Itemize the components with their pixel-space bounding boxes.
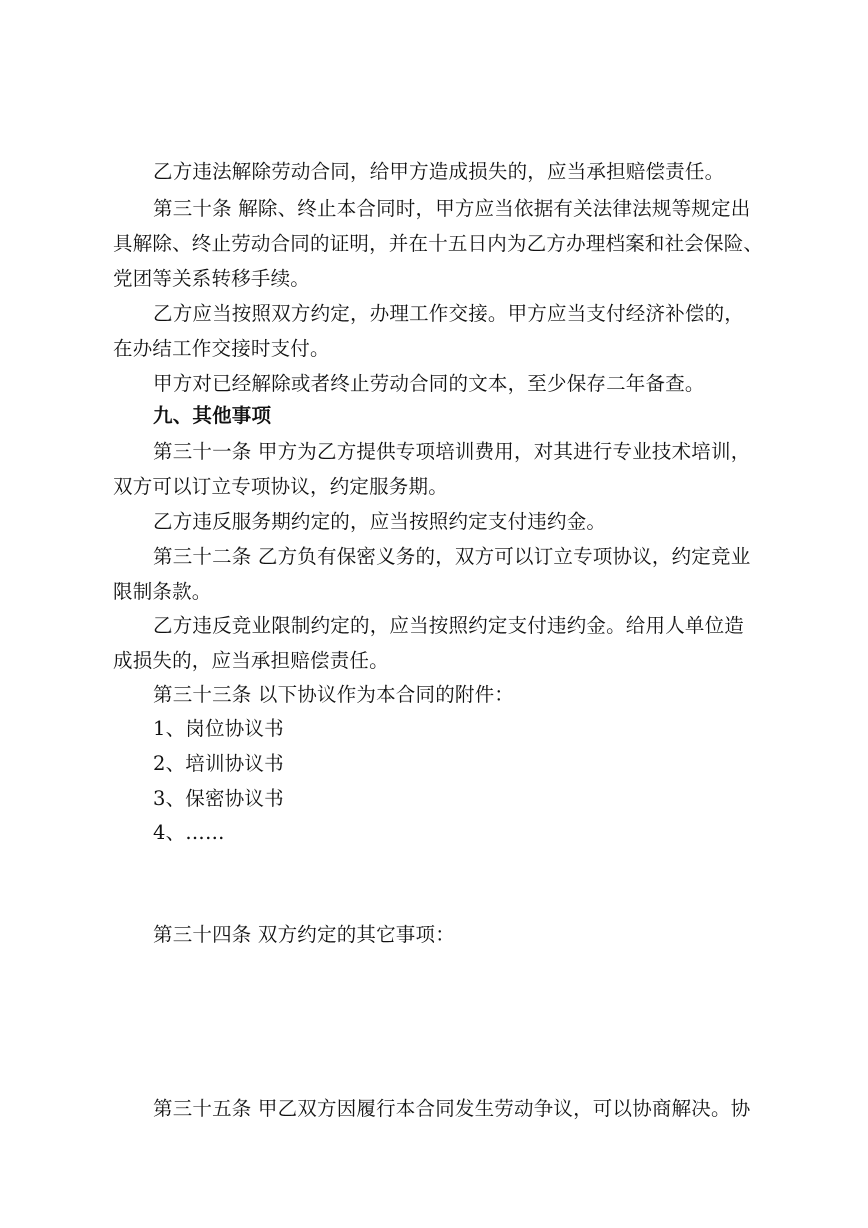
attachment-list-item: 2、培训协议书 xyxy=(153,752,284,775)
article-34-line: 第三十四条 双方约定的其它事项： xyxy=(153,923,455,946)
attachment-list-item: 3、保密协议书 xyxy=(153,787,284,810)
attachment-list-item: 4、…… xyxy=(153,821,225,844)
article-30-line: 第三十条 解除、终止本合同时，甲方应当依据有关法律法规等规定出 xyxy=(153,197,751,220)
attachment-list-item: 1、岗位协议书 xyxy=(153,717,284,740)
paragraph-line: 具解除、终止劳动合同的证明，并在十五日内为乙方办理档案和社会保险、 xyxy=(113,232,764,255)
paragraph-line: 党团等关系转移手续。 xyxy=(113,267,311,290)
section-heading: 九、其他事项 xyxy=(153,404,272,427)
paragraph-line: 双方可以订立专项协议，约定服务期。 xyxy=(113,475,448,498)
paragraph-line: 限制条款。 xyxy=(113,580,212,603)
article-33-line: 第三十三条 以下协议作为本合同的附件： xyxy=(153,683,514,706)
paragraph-line: 乙方违反服务期约定的，应当按照约定支付违约金。 xyxy=(153,510,607,533)
article-31-line: 第三十一条 甲方为乙方提供专项培训费用，对其进行专业技术培训， xyxy=(153,440,751,463)
paragraph-line: 在办结工作交接时支付。 xyxy=(113,337,330,360)
paragraph-line: 甲方对已经解除或者终止劳动合同的文本，至少保存二年备查。 xyxy=(153,372,705,395)
paragraph-line: 乙方违法解除劳动合同，给甲方造成损失的，应当承担赔偿责任。 xyxy=(153,160,725,183)
paragraph-line: 乙方应当按照双方约定，办理工作交接。甲方应当支付经济补偿的， xyxy=(153,302,745,325)
paragraph-line: 成损失的，应当承担赔偿责任。 xyxy=(113,649,389,672)
article-32-line: 第三十二条 乙方负有保密义务的，双方可以订立专项协议，约定竞业 xyxy=(153,545,751,568)
paragraph-line: 乙方违反竞业限制约定的，应当按照约定支付违约金。给用人单位造 xyxy=(153,614,745,637)
article-35-line: 第三十五条 甲乙双方因履行本合同发生劳动争议，可以协商解决。协 xyxy=(153,1097,751,1120)
